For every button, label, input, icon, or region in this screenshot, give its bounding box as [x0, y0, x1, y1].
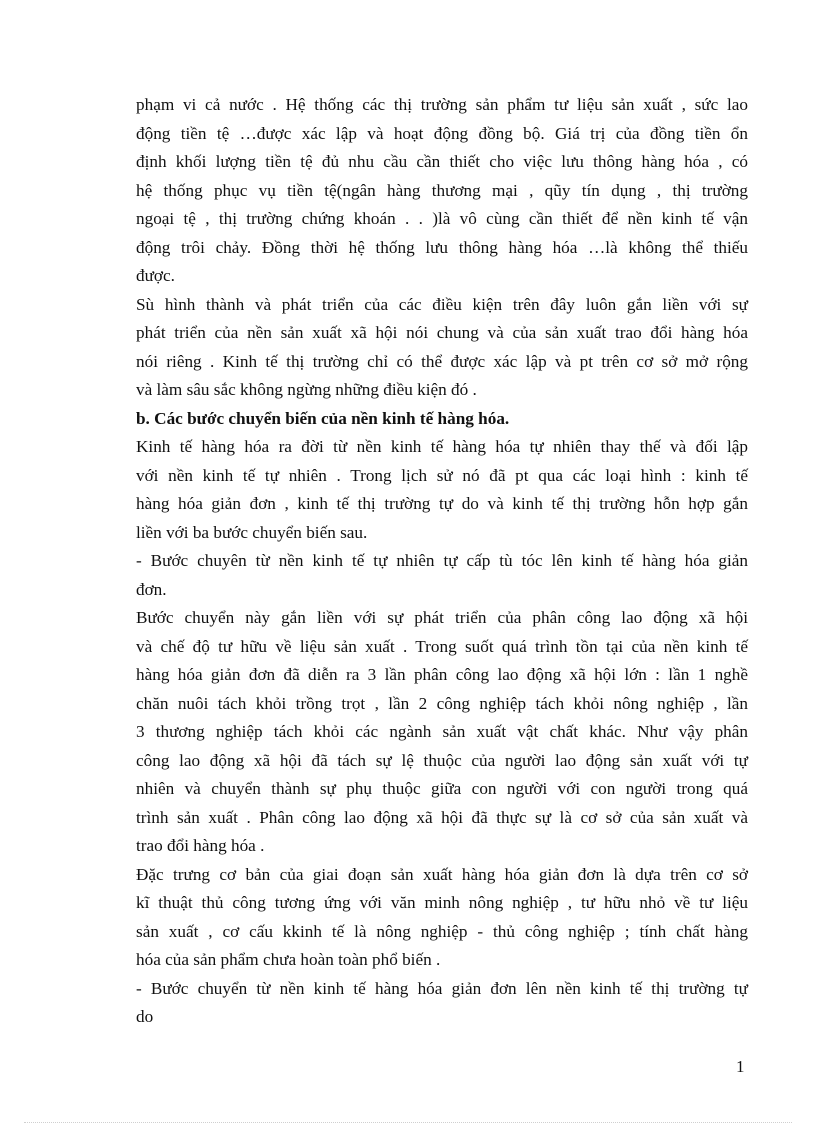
text-line: hóa của sản phẩm chưa hoàn toàn phổ biến . [136, 950, 441, 969]
text-line: phát triển của nền sản xuất xã hội nói chung và của sản xuất trao đổi hàng hóa [136, 323, 748, 342]
text-line: - Bước chuyển từ nền kinh tế hàng hóa giản đơn lên nền kinh tế thị trường tự [136, 978, 748, 998]
text-line: Bước chuyển này gắn liền với sự phát triển của phân công lao động xã hội [136, 608, 748, 627]
text-line: 3 thương nghiệp tách khỏi các ngành sản xuất vật chất khác. Như vậy phân [136, 722, 748, 741]
text-line: công lao động xã hội đã tách sự lệ thuộc của người lao động sản xuất với tự [136, 750, 748, 770]
section-heading: b. Các bước chuyển biến của nền kinh tế hàng hóa. [136, 408, 510, 428]
text-line: được. [136, 266, 175, 285]
text-line: nhiên và chuyển thành sự phụ thuộc giữa con người với con người trong quá [136, 779, 748, 798]
text-line: hàng hóa giản đơn , kinh tế thị trường tự do và kinh tế thị trường hỗn hợp gắn [136, 494, 748, 513]
text-line: và làm sâu sắc không ngừng những điều kiện đó . [136, 380, 477, 399]
text-line: do [136, 1007, 154, 1026]
body-text [136, 91, 748, 1032]
text-line: kĩ thuật thủ công tương ứng với văn minh nông nghiệp , tư hữu nhỏ về tư liệu [136, 893, 748, 912]
text-line: đơn. [136, 579, 167, 599]
text-line: nói riêng . Kinh tế thị trường chỉ có thể được xác lập và pt trên cơ sở mở rộng [136, 351, 748, 371]
text-line: Sù hình thành và phát triển của các điều kiện trên đây luôn gắn liền với sự [136, 294, 748, 314]
page-number: 1 [736, 1057, 745, 1076]
text-line: phạm vi cả nước . Hệ thống các thị trường sản phẩm tư liệu sản xuất , sức lao [136, 95, 748, 114]
text-line: với nền kinh tế tự nhiên . Trong lịch sử nó đã pt qua các loại hình : kinh tế [136, 465, 748, 485]
text-line: liền với ba bước chuyển biến sau. [136, 522, 368, 542]
text-line: sản xuất , cơ cấu kkinh tế là nông nghiệp - thủ công nghiệp ; tính chất hàng [136, 921, 748, 941]
text-line: và chế độ tư hữu về liệu sản xuất . Trong suốt quá trình tồn tại của nền kinh tế [136, 636, 748, 656]
text-line: định khối lượng tiền tệ đủ nhu cầu cần thiết cho việc lưu thông hàng hóa , có [136, 152, 748, 171]
text-line: trình sản xuất . Phân công lao động xã hội đã thực sự là cơ sở của sản xuất và [136, 807, 748, 827]
text-line: chăn nuôi tách khỏi trồng trọt , lần 2 công nghiệp tách khỏi nông nghiệp , lần [136, 693, 748, 713]
text-line: trao đổi hàng hóa . [136, 836, 265, 855]
text-line: - Bước chuyên từ nền kinh tế tự nhiên tự cấp tù tóc lên kinh tế hàng hóa giản [136, 551, 748, 570]
text-line: Kinh tế hàng hóa ra đời từ nền kinh tế hàng hóa tự nhiên thay thế và đối lập [136, 437, 748, 456]
text-line: hệ thống phục vụ tiền tệ(ngân hàng thương mại , qũy tín dụng , thị trường [136, 180, 748, 200]
text-line: động trôi chảy. Đồng thời hệ thống lưu thông hàng hóa …là không thể thiếu [136, 237, 748, 257]
text-line: Đặc trưng cơ bản của giai đoạn sản xuất hàng hóa giản đơn là dựa trên cơ sở [136, 864, 748, 884]
text-line: ngoại tệ , thị trường chứng khoán . . )là vô cùng cần thiết để nền kinh tế vận [136, 209, 748, 228]
text-line: hàng hóa giản đơn đã diễn ra 3 lần phân công lao động xã hội lớn : lần 1 nghề [136, 665, 748, 684]
text-line: động tiền tệ …được xác lập và hoạt động đồng bộ. Giá trị của đồng tiền ổn [136, 123, 748, 143]
